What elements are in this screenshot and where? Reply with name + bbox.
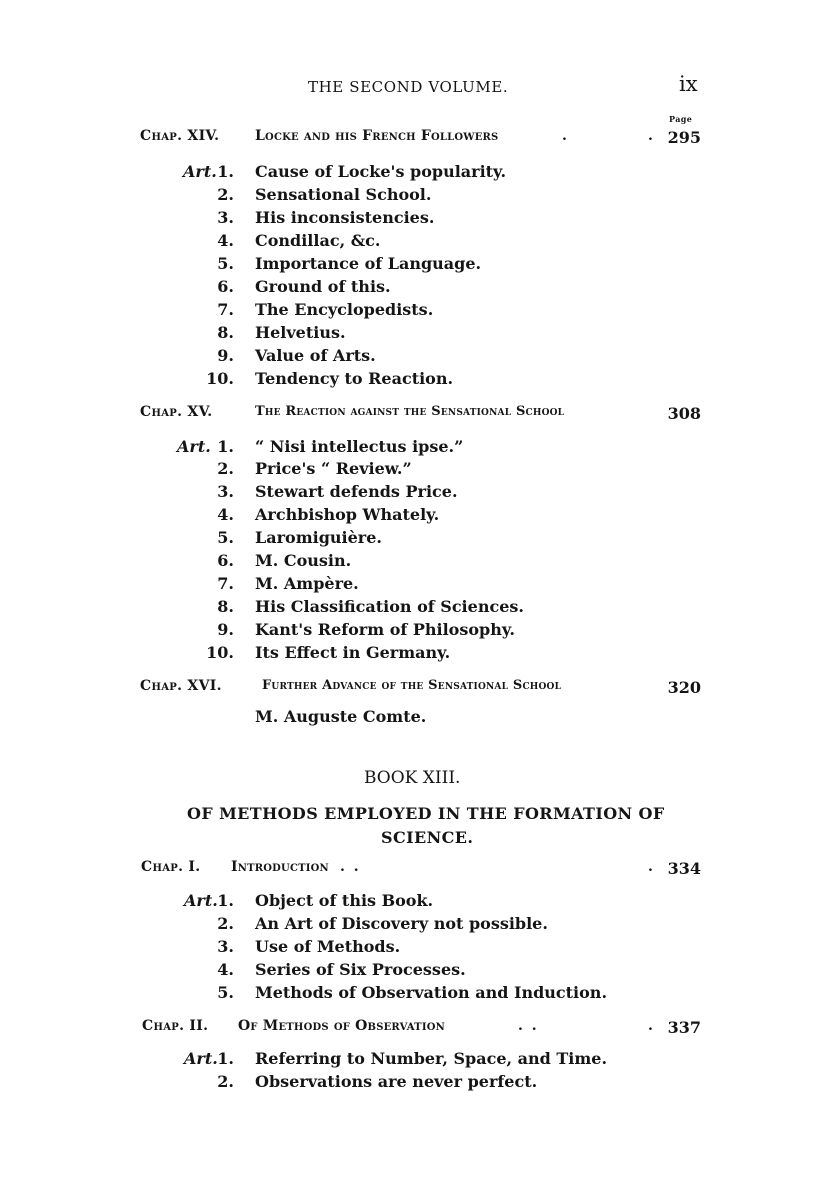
article-prefix: Art. — [184, 1049, 218, 1068]
article-prefix: Art. — [177, 437, 211, 456]
article-number: 1. — [217, 162, 234, 181]
book-heading: BOOK XIII. — [364, 768, 461, 788]
article-number: 2. — [217, 459, 234, 478]
chapter-page: 308 — [667, 404, 701, 423]
article-number: 7. — [217, 574, 234, 593]
chapter-title: Further Advance of the Sensational School — [262, 678, 562, 693]
article-item: Tendency to Reaction. — [255, 369, 454, 388]
article-item: Condillac, &c. — [255, 231, 381, 250]
article-item: Sensational School. — [255, 185, 432, 204]
chapter-label: Chap. XIV. — [140, 128, 220, 144]
page-column-label: Page — [669, 114, 693, 124]
chapter-page: 320 — [667, 678, 701, 697]
article-item: “ Nisi intellectus ipse.” — [255, 437, 464, 456]
article-item: Kant's Reform of Philosophy. — [255, 620, 515, 639]
chapter-page: 337 — [667, 1018, 701, 1037]
article-item: M. Cousin. — [255, 551, 352, 570]
leader-dots: . — [562, 128, 569, 144]
article-number: 2. — [217, 1072, 234, 1091]
article-item: M. Ampère. — [255, 574, 359, 593]
article-item: Series of Six Processes. — [255, 960, 466, 979]
chapter-title: Introduction — [231, 859, 329, 875]
article-number: 2. — [217, 914, 234, 933]
article-item: Methods of Observation and Induction. — [255, 983, 608, 1002]
article-number: 4. — [217, 960, 234, 979]
article-number: 1. — [217, 1049, 234, 1068]
article-item: Price's “ Review.” — [255, 459, 412, 478]
article-item: Archbishop Whately. — [255, 505, 440, 524]
article-prefix: Art. — [184, 891, 218, 910]
page-number: ix — [679, 72, 698, 96]
leader-dots: . . — [340, 859, 361, 875]
article-number: 3. — [217, 208, 234, 227]
article-item: Stewart defends Price. — [255, 482, 458, 501]
article-number: 10. — [206, 369, 234, 388]
article-item: Value of Arts. — [255, 346, 376, 365]
leader-dots: . — [648, 859, 655, 875]
article-item: Its Effect in Germany. — [255, 643, 451, 662]
article-number: 1. — [217, 437, 234, 456]
article-item: Observations are never perfect. — [255, 1072, 538, 1091]
article-item: An Art of Discovery not possible. — [255, 914, 548, 933]
article-number: 9. — [217, 620, 234, 639]
chapter-label: Chap. XV. — [140, 404, 213, 420]
chapter-label: Chap. XVI. — [140, 678, 222, 694]
article-item: Cause of Locke's popularity. — [255, 162, 507, 181]
article-number: 4. — [217, 505, 234, 524]
article-number: 2. — [217, 185, 234, 204]
chapter-page: 334 — [667, 859, 701, 878]
article-number: 4. — [217, 231, 234, 250]
leader-dots: . — [648, 128, 655, 144]
chapter-subtitle: M. Auguste Comte. — [255, 707, 427, 726]
article-item: His inconsistencies. — [255, 208, 435, 227]
article-number: 1. — [217, 891, 234, 910]
article-number: 8. — [217, 323, 234, 342]
article-number: 6. — [217, 277, 234, 296]
article-number: 3. — [217, 937, 234, 956]
book-subtitle: OF METHODS EMPLOYED IN THE FORMATION OF — [187, 804, 665, 823]
article-item: Importance of Language. — [255, 254, 482, 273]
leader-dots: . . — [518, 1018, 539, 1034]
chapter-title: The Reaction against the Sensational School — [255, 404, 565, 419]
article-item: The Encyclopedists. — [255, 300, 434, 319]
article-prefix: Art. — [183, 162, 217, 181]
article-number: 5. — [217, 983, 234, 1002]
article-number: 8. — [217, 597, 234, 616]
article-number: 7. — [217, 300, 234, 319]
book-subtitle: SCIENCE. — [381, 828, 474, 847]
article-item: Object of this Book. — [255, 891, 434, 910]
article-item: Helvetius. — [255, 323, 346, 342]
article-item: Referring to Number, Space, and Time. — [255, 1049, 608, 1068]
chapter-label: Chap. I. — [141, 859, 201, 875]
running-header: THE SECOND VOLUME. — [308, 78, 509, 96]
article-number: 6. — [217, 551, 234, 570]
article-item: Ground of this. — [255, 277, 391, 296]
article-item: Use of Methods. — [255, 937, 401, 956]
article-item: Laromiguière. — [255, 528, 382, 547]
article-number: 5. — [217, 254, 234, 273]
article-number: 9. — [217, 346, 234, 365]
chapter-page: 295 — [667, 128, 701, 147]
article-number: 10. — [206, 643, 234, 662]
article-number: 3. — [217, 482, 234, 501]
chapter-title: Locke and his French Followers — [255, 128, 499, 144]
leader-dots: . — [648, 1018, 655, 1034]
chapter-title: Of Methods of Observation — [238, 1018, 445, 1034]
chapter-label: Chap. II. — [142, 1018, 209, 1034]
article-item: His Classification of Sciences. — [255, 597, 524, 616]
article-number: 5. — [217, 528, 234, 547]
